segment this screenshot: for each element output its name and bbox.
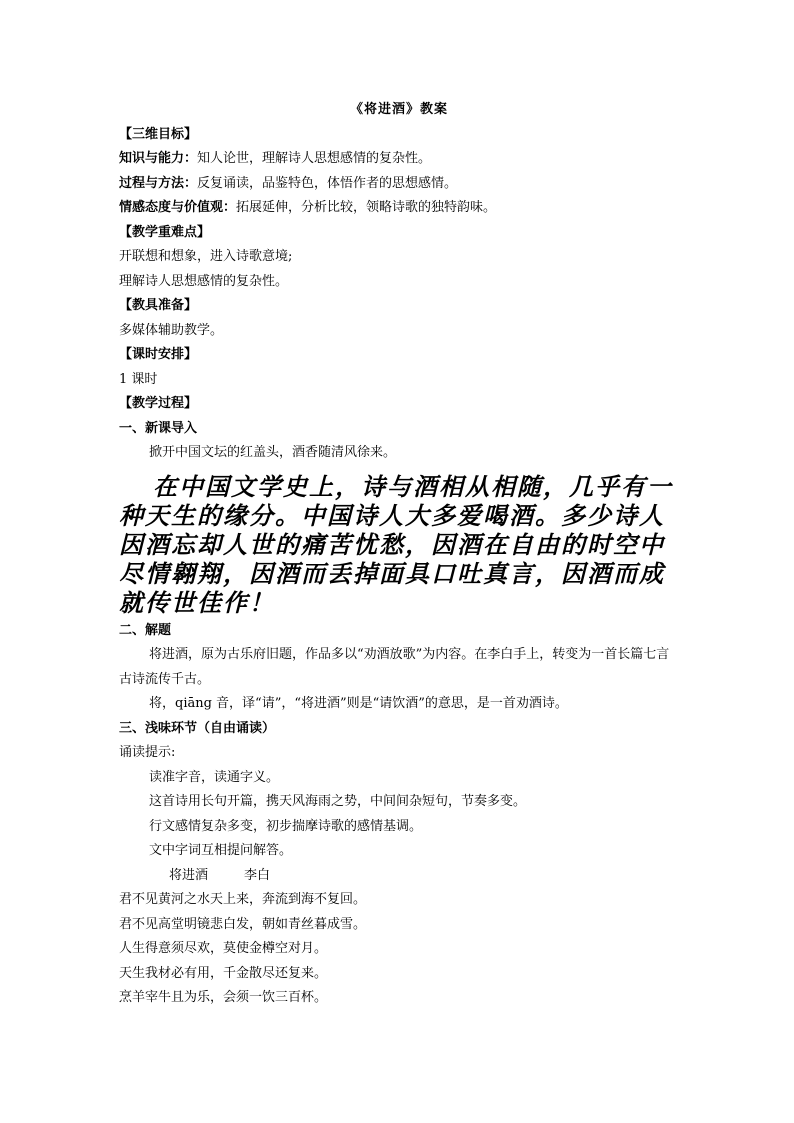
poem-line: 君不见高堂明镜悲白发，朝如青丝暮成雪。 [119,916,367,932]
poem-line: 天生我材必有用，千金散尽还复来。 [119,965,328,981]
goal-emotion [119,196,679,221]
section-intro-heading: 一、新课导入 [119,420,198,436]
tools-text: 多媒体辅助教学。 [119,322,224,338]
goal-process [119,172,679,197]
section-reading-heading: 三、浅味环节（自由诵读） [119,720,276,736]
section-intro-text: 掀开中国文坛的红盖头，酒香随清风徐来。 [149,445,397,460]
reading-tips-label: 诵读提示: [119,745,176,760]
key-point-2: 理解诗人思想感情的复杂性。 [119,273,289,289]
poem-line: 烹羊宰牛且为乐，会须一饮三百杯。 [119,990,328,1005]
time-text: 1 课时 [119,371,158,387]
key-point-1: 开联想和想象，进入诗歌意境; [119,249,293,264]
goal-knowledge [119,147,679,172]
reading-tip-1: 读准字音，读通字义。 [149,769,280,785]
reading-tip-4: 文中字词互相提问解答。 [149,843,293,858]
reading-tip-3: 行文感情复杂多变，初步揣摩诗歌的感情基调。 [149,818,423,834]
goal-emotion-text: 拓展延伸，分析比较，领略诗歌的独特韵味。 [236,200,497,215]
page-title: 《将进酒》教案 [349,102,448,117]
goal-knowledge-text: 知人论世，理解诗人思想感情的复杂性。 [197,151,432,166]
calligraphy-passage: 在中国文学史上，诗与酒相从相随，几乎有一种天生的缘分。中国诗人大多爱喝酒。多少诗人因酒忘却人世的痛苦忧愁，因酒在自由的时空中尽情翱翔，因酒而丢掉面具口吐真言，因酒而成就传世佳作！ [119,471,673,617]
reading-tip-2: 这首诗用长句开篇，携天风海雨之势，中间间杂短句，节奏多变。 [149,794,527,809]
goal-process-text: 反复诵读，品鉴特色，体悟作者的思想感情。 [197,175,458,191]
poem-title: 将进酒 [169,867,209,883]
goal-knowledge-label: 知识与能力： [119,151,198,166]
poem-line: 人生得意须尽欢，莫使金樽空对月。 [119,941,328,956]
heading-key-points: 【教学重难点】 [119,224,211,240]
poem-line: 君不见黄河之水天上来，奔流到海不复回。 [119,892,367,907]
section-title-paragraph-1: 将进酒，原为古乐府旧题，作品多以“劝酒放歌”为内容。在李白手上，转变为一首长篇七言古诗流传千古。 [119,647,670,687]
poem-author: 李白 [244,867,271,883]
section-title-paragraph-2: 将，qiāng 音，译“请”，“将进酒”则是“请饮酒”的意思，是一首劝酒诗。 [149,696,568,711]
heading-tools: 【教具准备】 [119,298,198,313]
heading-time: 【课时安排】 [119,347,198,362]
goal-process-label: 过程与方法： [119,175,198,191]
heading-goals: 【三维目标】 [119,126,198,142]
poem-heading [119,864,679,889]
heading-process: 【教学过程】 [119,396,198,411]
section-title-heading: 二、解题 [119,622,172,638]
goal-emotion-label: 情感态度与价值观： [119,200,237,215]
lesson-plan-body [119,98,679,1011]
